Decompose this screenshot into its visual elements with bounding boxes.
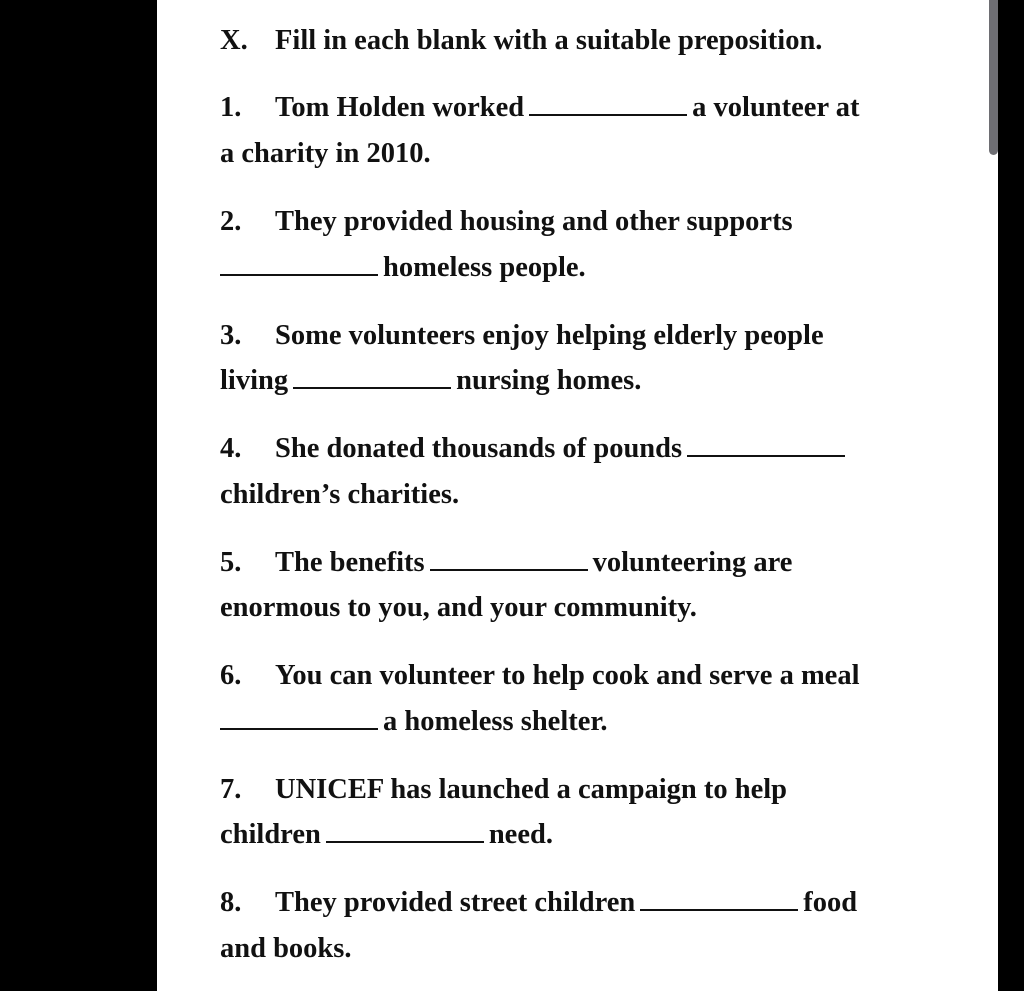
question-text: UNICEF has launched a campaign to help: [275, 774, 788, 805]
question-3-line-1: [220, 319, 824, 353]
question-text: They provided street children: [275, 887, 636, 918]
question-8-line-1: [220, 886, 857, 920]
answer-blank-7[interactable]: [326, 819, 484, 843]
question-number: 3.: [220, 320, 242, 351]
question-number: 7.: [220, 774, 242, 805]
question-text: homeless people.: [383, 252, 586, 283]
answer-blank-4[interactable]: [687, 433, 845, 457]
question-text: Tom Holden worked: [275, 92, 525, 123]
question-3-line-2: [220, 364, 641, 398]
question-2-line-1: [220, 205, 793, 239]
question-text: living: [220, 365, 289, 396]
question-2-line-2: [220, 251, 586, 285]
answer-blank-2[interactable]: [220, 252, 378, 276]
question-number: 5.: [220, 547, 242, 578]
answer-blank-8[interactable]: [640, 887, 798, 911]
question-text: Some volunteers enjoy helping elderly people: [275, 320, 824, 351]
question-7-line-2: [220, 818, 553, 852]
question-number: 2.: [220, 206, 242, 237]
question-text: enormous to you, and your community.: [220, 592, 697, 623]
heading-text: Fill in each blank with a suitable preposition.: [275, 25, 823, 56]
question-8-line-2: [220, 932, 352, 966]
question-text: a volunteer at: [692, 92, 860, 123]
question-text: food: [803, 887, 858, 918]
question-text: need.: [488, 819, 553, 850]
question-number: 4.: [220, 433, 242, 464]
question-5-line-1: [220, 546, 792, 580]
question-text: a homeless shelter.: [383, 706, 608, 737]
question-1-line-2: [220, 137, 431, 171]
question-7-line-1: [220, 773, 787, 807]
question-number: 6.: [220, 660, 242, 691]
question-6-line-2: [220, 705, 608, 739]
scrollbar[interactable]: [989, 0, 998, 155]
question-text: The benefits: [275, 547, 425, 578]
question-text: and books.: [220, 933, 352, 964]
question-1-line-1: [220, 91, 859, 125]
heading-number: X.: [220, 25, 248, 56]
question-number: 8.: [220, 887, 242, 918]
answer-blank-1[interactable]: [529, 92, 687, 116]
question-4-line-1: [220, 432, 850, 466]
question-5-line-2: [220, 591, 697, 625]
question-text: volunteering are: [592, 547, 793, 578]
question-text: nursing homes.: [456, 365, 642, 396]
question-6-line-1: [220, 659, 860, 693]
question-text: You can volunteer to help cook and serve a meal: [275, 660, 860, 691]
question-number: 1.: [220, 92, 242, 123]
question-text: children: [220, 819, 321, 850]
answer-blank-6[interactable]: [220, 706, 378, 730]
answer-blank-5[interactable]: [430, 547, 588, 571]
question-text: They provided housing and other supports: [275, 206, 793, 237]
question-text: children’s charities.: [220, 479, 460, 510]
answer-blank-3[interactable]: [293, 365, 451, 389]
exercise-heading: [220, 24, 822, 58]
question-4-line-2: [220, 478, 459, 512]
question-text: a charity in 2010.: [220, 138, 431, 169]
question-text: She donated thousands of pounds: [275, 433, 683, 464]
